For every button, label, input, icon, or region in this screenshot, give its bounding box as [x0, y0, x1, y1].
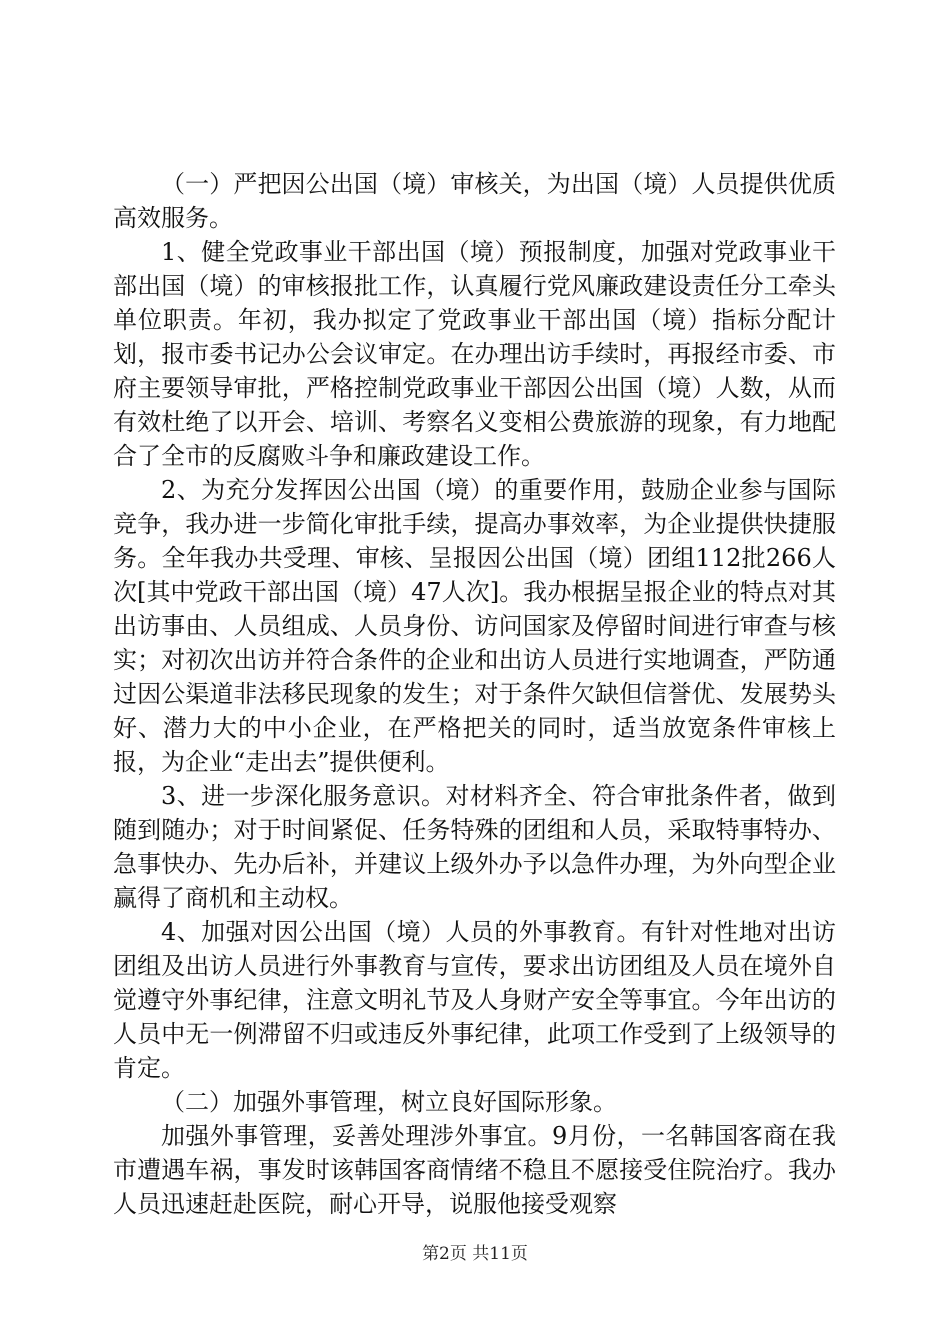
page-footer: 第2页 共11页 — [422, 1244, 528, 1264]
paragraph-item-4: 4、加强对因公出国（境）人员的外事教育。有针对性地对出访团组及出访人员进行外事教育与宣传，要求出访团组及人员在境外自觉遵守外事纪律，注意文明礼节及人身财产安全等事宜。今年出访的人员中无一例滞留不归或违反外事纪律，此项工作受到了上级领导的肯定。 — [113, 918, 836, 1082]
document-body — [113, 167, 836, 1221]
paragraph-body: 加强外事管理，妥善处理涉外事宜。9月份，一名韩国客商在我市遭遇车祸，事发时该韩国客商情绪不稳且不愿接受住院治疗。我办人员迅速赶赴医院，耐心开导，说服他接受观察 — [113, 1122, 836, 1218]
paragraph-item-1: 1、健全党政事业干部出国（境）预报制度，加强对党政事业干部出国（境）的审核报批工作，认真履行党风廉政建设责任分工牵头单位职责。年初，我办拟定了党政事业干部出国（境）指标分配计划，报市委书记办公会议审定。在办理出访手续时，再报经市委、市府主要领导审批，严格控制党政事业干部因公出国（境）人数，从而有效杜绝了以开会、培训、考察名义变相公费旅游的现象，有力地配合了全市的反腐败斗争和廉政建设工作。 — [113, 238, 836, 470]
section-heading-1: （一）严把因公出国（境）审核关，为出国（境）人员提供优质高效服务。 — [113, 170, 836, 232]
paragraph-item-3: 3、进一步深化服务意识。对材料齐全、符合审批条件者，做到随到随办；对于时间紧促、任务特殊的团组和人员，采取特事特办、急事快办、先办后补，并建议上级外办予以急件办理，为外向型企业赢得了商机和主动权。 — [113, 782, 836, 912]
paragraph-item-2: 2、为充分发挥因公出国（境）的重要作用，鼓励企业参与国际竞争，我办进一步简化审批手续，提高办事效率，为企业提供快捷服务。全年我办共受理、审核、呈报因公出国（境）团组112批266人次[其中党政干部出国（境）47人次]。我办根据呈报企业的特点对其出访事由、人员组成、人员身份、访问国家及停留时间进行审查与核实；对初次出访并符合条件的企业和出访人员进行实地调查，严防通过因公渠道非法移民现象的发生；对于条件欠缺但信誉优、发展势头好、潜力大的中小企业，在严格把关的同时，适当放宽条件审核上报，为企业“走出去”提供便利。 — [113, 476, 836, 776]
section-heading-2: （二）加强外事管理，树立良好国际形象。 — [161, 1088, 617, 1116]
